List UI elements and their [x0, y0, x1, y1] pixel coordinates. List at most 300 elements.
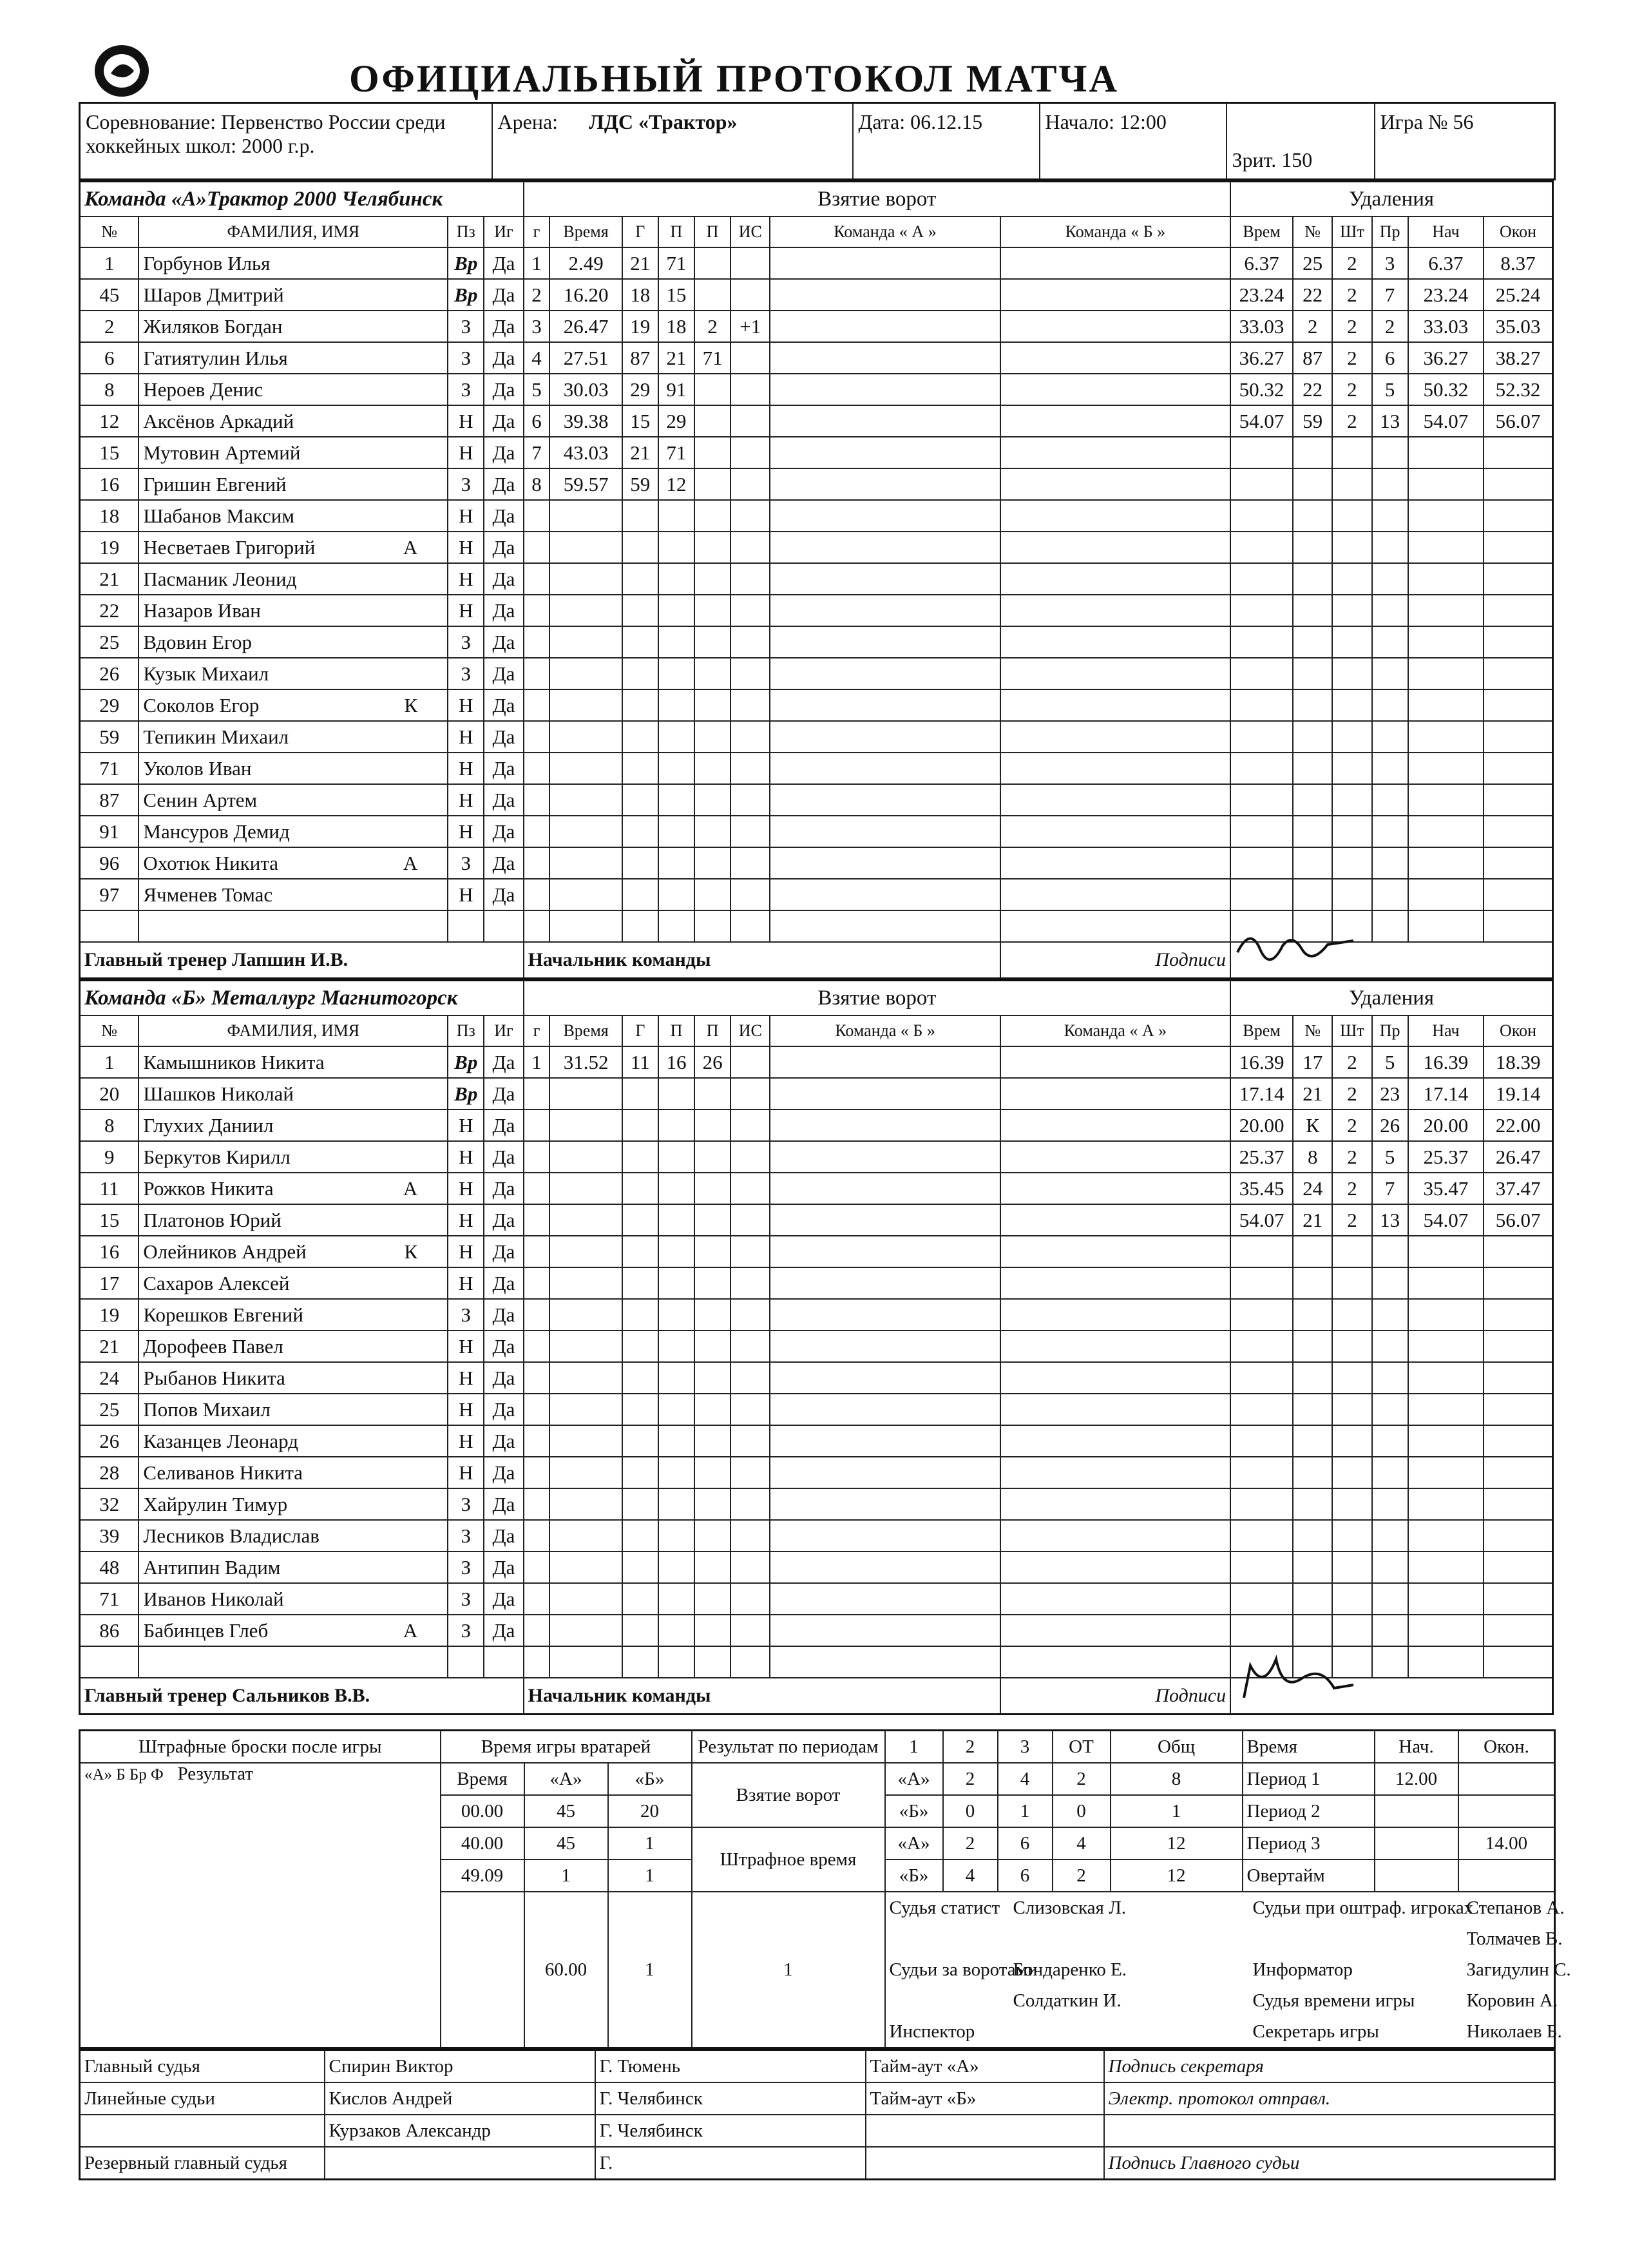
penalty-minutes: 2 — [1332, 1110, 1371, 1141]
goal-assist-1 — [658, 1425, 694, 1457]
player-position: Н — [448, 405, 484, 437]
penalty-reason — [1372, 784, 1408, 816]
team-b-section — [79, 979, 1554, 1715]
goal-time: 39.38 — [549, 405, 622, 437]
player-position: Вр — [448, 1046, 484, 1078]
official-role: Секретарь игры — [1252, 2021, 1379, 2042]
player-position: Вр — [448, 279, 484, 311]
goal-time — [549, 1331, 622, 1362]
penalty-minutes — [1332, 847, 1371, 879]
penalty-time — [1230, 753, 1293, 784]
player-name: Шашков Николай — [138, 1078, 448, 1110]
goal-index — [524, 1236, 550, 1267]
penalty-time — [1230, 595, 1293, 626]
goal-index — [524, 689, 550, 721]
penalty-time: 54.07 — [1230, 1204, 1293, 1236]
goal-index — [524, 1425, 550, 1457]
table-row — [80, 1394, 1553, 1425]
penalty-reason — [1372, 1362, 1408, 1394]
player-played: Да — [484, 247, 523, 279]
penalty-time — [1230, 532, 1293, 563]
penalty-time: 50.32 — [1230, 374, 1293, 405]
penalty-reason: 3 — [1372, 247, 1408, 279]
table-row — [80, 1110, 1553, 1141]
goal-assist-2 — [694, 1267, 730, 1299]
player-played: Да — [484, 847, 523, 879]
strength-b — [1000, 879, 1230, 910]
goal-assist-2 — [694, 1173, 730, 1204]
goal-assist-2 — [694, 1457, 730, 1488]
player-number: 97 — [80, 879, 139, 910]
goal-index — [524, 1615, 550, 1646]
penalty-end — [1484, 595, 1552, 626]
penalty-player: 24 — [1293, 1173, 1332, 1204]
penalty-time: 54.07 — [1230, 405, 1293, 437]
goal-assist-1 — [658, 626, 694, 658]
player-position: Н — [448, 721, 484, 753]
official-role — [1249, 1923, 1463, 1954]
goal-assist-2 — [694, 753, 730, 784]
official-name: Слизовская Л. — [1013, 1897, 1127, 1918]
goal-scorer — [622, 879, 658, 910]
penalty-minutes: 2 — [1332, 1173, 1371, 1204]
team-a-head-coach: Главный тренер Лапшин И.В. — [80, 942, 524, 979]
penalty-end — [1484, 1552, 1552, 1583]
captain-mark: А — [403, 1619, 418, 1642]
goal-time — [549, 816, 622, 847]
official-row — [886, 2016, 1632, 2047]
penalty-minutes — [1332, 816, 1371, 847]
penalty-player — [1293, 847, 1332, 879]
goal-assist-1: 15 — [658, 279, 694, 311]
player-position: Н — [448, 784, 484, 816]
goal-scorer: 87 — [622, 342, 658, 374]
goal-situation — [730, 1362, 770, 1394]
goal-index — [524, 1110, 550, 1141]
player-played: Да — [484, 437, 523, 468]
goal-index — [524, 1078, 550, 1110]
penalty-time — [1230, 847, 1293, 879]
penalty-time — [1230, 437, 1293, 468]
goal-assist-2 — [694, 879, 730, 910]
penalty-end: 19.14 — [1484, 1078, 1552, 1110]
penalty-reason — [1372, 658, 1408, 689]
penalty-minutes — [1332, 1425, 1371, 1457]
table-row — [80, 532, 1553, 563]
team-b-penalties-title: Удаления — [1230, 981, 1552, 1016]
strength-b — [1000, 1520, 1230, 1552]
penalty-end — [1484, 1362, 1552, 1394]
penalty-player: 21 — [1293, 1204, 1332, 1236]
player-number: 1 — [80, 247, 139, 279]
player-played: Да — [484, 689, 523, 721]
strength-b — [1000, 910, 1230, 942]
strength-a — [770, 879, 1000, 910]
strength-b — [1000, 563, 1230, 595]
penalty-end — [1484, 1520, 1552, 1552]
goal-time — [549, 1520, 622, 1552]
table-row — [80, 1299, 1553, 1331]
goal-assist-2 — [694, 563, 730, 595]
player-number: 24 — [80, 1362, 139, 1394]
goal-scorer — [622, 1457, 658, 1488]
start-time: Начало: 12:00 — [1040, 103, 1227, 180]
penalty-player — [1293, 1394, 1332, 1425]
player-number: 21 — [80, 1331, 139, 1362]
penalty-start: 6.37 — [1408, 247, 1484, 279]
goal-assist-1 — [658, 532, 694, 563]
penalty-time — [1230, 1394, 1293, 1425]
penalty-minutes: 2 — [1332, 247, 1371, 279]
goal-assist-2 — [694, 279, 730, 311]
penalty-start — [1408, 1457, 1484, 1488]
goal-situation — [730, 1141, 770, 1173]
player-number: 32 — [80, 1488, 139, 1520]
goal-assist-2 — [694, 626, 730, 658]
goal-situation — [730, 374, 770, 405]
strength-a — [770, 532, 1000, 563]
player-name: Корешков Евгений — [138, 1299, 448, 1331]
strength-a — [770, 1488, 1000, 1520]
official-row — [886, 1954, 1632, 1985]
player-name — [138, 1646, 448, 1678]
goal-time — [549, 1267, 622, 1299]
goal-time — [549, 1552, 622, 1583]
goal-assist-1 — [658, 816, 694, 847]
penalty-reason: 13 — [1372, 405, 1408, 437]
league-logo-icon — [86, 37, 157, 102]
goal-scorer — [622, 1394, 658, 1425]
strength-a — [770, 1362, 1000, 1394]
player-position: Н — [448, 1204, 484, 1236]
goal-index — [524, 658, 550, 689]
captain-mark: К — [404, 693, 418, 716]
goal-index — [524, 910, 550, 942]
penalty-reason: 7 — [1372, 1173, 1408, 1204]
penalty-minutes — [1332, 437, 1371, 468]
player-number: 8 — [80, 1110, 139, 1141]
official-name: Загидулин С. — [1466, 1959, 1571, 1980]
penalty-player — [1293, 689, 1332, 721]
penalty-start — [1408, 1331, 1484, 1362]
player-position: Н — [448, 1362, 484, 1394]
strength-b — [1000, 1457, 1230, 1488]
player-position: З — [448, 1299, 484, 1331]
player-number: 1 — [80, 1046, 139, 1078]
player-name: Лесников Владислав — [138, 1520, 448, 1552]
player-position: З — [448, 468, 484, 500]
player-name: Рожков Никита А — [138, 1173, 448, 1204]
penalty-minutes — [1332, 1457, 1371, 1488]
team-a-signature-label: Подписи — [1000, 942, 1230, 979]
shootout-table: «А» Б Бр Ф Результат — [80, 1763, 441, 2048]
player-position: Н — [448, 1425, 484, 1457]
goal-situation — [730, 879, 770, 910]
goal-time — [549, 563, 622, 595]
penalty-minutes: 2 — [1332, 342, 1371, 374]
penalty-start — [1408, 753, 1484, 784]
strength-b — [1000, 500, 1230, 532]
referees-section — [79, 2049, 1556, 2180]
penalty-start: 36.27 — [1408, 342, 1484, 374]
player-played: Да — [484, 1362, 523, 1394]
team-b-roster — [80, 1046, 1553, 1678]
player-position: Н — [448, 437, 484, 468]
official-role: Судьи при оштраф. игроках — [1252, 1897, 1474, 1918]
strength-a — [770, 374, 1000, 405]
goal-assist-1 — [658, 595, 694, 626]
table-row — [80, 279, 1553, 311]
penalty-minutes — [1332, 721, 1371, 753]
goal-time — [549, 753, 622, 784]
penalty-time — [1230, 1331, 1293, 1362]
player-name: Сенин Артем — [138, 784, 448, 816]
penalty-minutes: 2 — [1332, 405, 1371, 437]
goal-assist-1 — [658, 1078, 694, 1110]
goal-time — [549, 1488, 622, 1520]
penalty-reason — [1372, 500, 1408, 532]
goal-situation — [730, 1236, 770, 1267]
goal-assist-1 — [658, 1299, 694, 1331]
penalty-reason — [1372, 721, 1408, 753]
penalty-player — [1293, 468, 1332, 500]
team-b-name: Команда «Б» Металлург Магнитогорск — [80, 981, 524, 1016]
goal-assist-2 — [694, 1110, 730, 1141]
penalty-minutes: 2 — [1332, 1078, 1371, 1110]
goal-assist-1: 18 — [658, 311, 694, 342]
penalty-player — [1293, 1236, 1332, 1267]
penalty-player — [1293, 1362, 1332, 1394]
player-name: Уколов Иван — [138, 753, 448, 784]
summary-section: Штрафные броски после игры Время игры вратарей Результат по периодам 1 2 3 ОТ Общ Время Нач. Окон. «А» Б Бр Ф Результат Время «А» «Б» Взятие ворот «А» 2 4 2 8 Период 1 12.00 00.00 45 20 «Б» 0 1 0 1 Период 2 40.00 45 1 Штрафное время «А» 2 6 4 12 Период 3 14.00 49.09 1 1 «Б» 4 6 2 12 Овертайм 60.00 1 1 Судья статист Слизовская Л. Судьи при оштраф. игроках Степанов А. Толмачев В. Судьи за воротами Бондаренко Е. Информатор Загидулин С. Солдаткин И. Судья времени игры Коровин А. Инспектор Секретарь игры Николаев Б. — [79, 1729, 1556, 2049]
goal-assist-2 — [694, 1583, 730, 1615]
goal-situation — [730, 1331, 770, 1362]
penalty-player — [1293, 1615, 1332, 1646]
goal-assist-2 — [694, 721, 730, 753]
penalty-end — [1484, 721, 1552, 753]
penalty-end — [1484, 1394, 1552, 1425]
goal-assist-2 — [694, 1362, 730, 1394]
penalty-end — [1484, 1457, 1552, 1488]
player-played: Да — [484, 1394, 523, 1425]
goal-index — [524, 1583, 550, 1615]
strength-a — [770, 1173, 1000, 1204]
arena: Арена: ЛДС «Трактор» — [492, 103, 853, 180]
goal-assist-1: 21 — [658, 342, 694, 374]
penalty-time — [1230, 721, 1293, 753]
penalty-reason — [1372, 1646, 1408, 1678]
penalty-start — [1408, 1615, 1484, 1646]
strength-a — [770, 247, 1000, 279]
goal-scorer — [622, 1204, 658, 1236]
penalty-reason — [1372, 1615, 1408, 1646]
penalty-reason: 5 — [1372, 1046, 1408, 1078]
goal-scorer: 21 — [622, 247, 658, 279]
strength-b — [1000, 1425, 1230, 1457]
strength-b — [1000, 405, 1230, 437]
player-position: Вр — [448, 1078, 484, 1110]
goal-assist-1 — [658, 1267, 694, 1299]
referee-name: Курзаков Александр — [325, 2115, 595, 2147]
goal-index — [524, 1141, 550, 1173]
penalty-minutes: 2 — [1332, 374, 1371, 405]
goal-scorer: 15 — [622, 405, 658, 437]
penalty-player: 8 — [1293, 1141, 1332, 1173]
strength-a — [770, 563, 1000, 595]
penalty-reason — [1372, 532, 1408, 563]
penalty-minutes — [1332, 626, 1371, 658]
player-position: З — [448, 311, 484, 342]
goal-assist-2 — [694, 1425, 730, 1457]
goal-situation — [730, 1488, 770, 1520]
penalty-time — [1230, 784, 1293, 816]
player-number: 15 — [80, 1204, 139, 1236]
strength-b — [1000, 247, 1230, 279]
table-row — [80, 1267, 1553, 1299]
penalty-time — [1230, 1299, 1293, 1331]
player-number: 39 — [80, 1520, 139, 1552]
penalty-reason — [1372, 1425, 1408, 1457]
penalty-start: 50.32 — [1408, 374, 1484, 405]
strength-b — [1000, 784, 1230, 816]
goal-index — [524, 721, 550, 753]
goal-situation — [730, 1552, 770, 1583]
goal-assist-2 — [694, 247, 730, 279]
player-played: Да — [484, 658, 523, 689]
player-position: З — [448, 658, 484, 689]
strength-b — [1000, 1173, 1230, 1204]
goal-index — [524, 784, 550, 816]
player-position: З — [448, 374, 484, 405]
penalty-player — [1293, 721, 1332, 753]
goal-time — [549, 532, 622, 563]
goal-assist-2 — [694, 1078, 730, 1110]
strength-a — [770, 1615, 1000, 1646]
player-played: Да — [484, 311, 523, 342]
timeout — [866, 2115, 1104, 2147]
goal-time — [549, 784, 622, 816]
penalty-time — [1230, 468, 1293, 500]
player-played: Да — [484, 1236, 523, 1267]
player-name: Олейников Андрей К — [138, 1236, 448, 1267]
penalty-reason — [1372, 879, 1408, 910]
table-row — [80, 405, 1553, 437]
table-row — [80, 847, 1553, 879]
periods-title: Результат по периодам — [692, 1731, 885, 1763]
goal-scorer — [622, 1615, 658, 1646]
penalty-time — [1230, 1425, 1293, 1457]
match-info — [79, 102, 1556, 180]
player-number: 25 — [80, 626, 139, 658]
player-name: Мансуров Демид — [138, 816, 448, 847]
penalty-minutes — [1332, 1299, 1371, 1331]
goal-assist-1 — [658, 1457, 694, 1488]
penalty-player — [1293, 1299, 1332, 1331]
penalty-end: 22.00 — [1484, 1110, 1552, 1141]
table-row — [80, 1173, 1553, 1204]
table-row — [80, 1520, 1553, 1552]
goal-index — [524, 753, 550, 784]
strength-b — [1000, 1110, 1230, 1141]
goal-scorer — [622, 595, 658, 626]
player-number: 87 — [80, 784, 139, 816]
table-row — [80, 721, 1553, 753]
goal-assist-1: 71 — [658, 247, 694, 279]
penalty-minutes — [1332, 1615, 1371, 1646]
goal-scorer — [622, 689, 658, 721]
strength-b — [1000, 437, 1230, 468]
penalty-end — [1484, 1488, 1552, 1520]
goal-situation — [730, 626, 770, 658]
player-number: 26 — [80, 658, 139, 689]
penalty-minutes — [1332, 468, 1371, 500]
goal-assist-1 — [658, 1520, 694, 1552]
penalty-minutes — [1332, 1267, 1371, 1299]
goal-time — [549, 1173, 622, 1204]
goal-situation — [730, 1299, 770, 1331]
table-row — [80, 1457, 1553, 1488]
penalty-reason — [1372, 1583, 1408, 1615]
goal-situation — [730, 595, 770, 626]
player-number: 16 — [80, 1236, 139, 1267]
player-played: Да — [484, 784, 523, 816]
goal-scorer: 11 — [622, 1046, 658, 1078]
table-row — [80, 658, 1553, 689]
goal-scorer — [622, 1331, 658, 1362]
player-number — [80, 910, 139, 942]
player-played: Да — [484, 1488, 523, 1520]
strength-a — [770, 626, 1000, 658]
penalty-start — [1408, 1552, 1484, 1583]
strength-a — [770, 1425, 1000, 1457]
goal-index — [524, 879, 550, 910]
player-name: Мутовин Артемий — [138, 437, 448, 468]
goal-assist-2 — [694, 816, 730, 847]
player-played: Да — [484, 532, 523, 563]
player-number: 71 — [80, 1583, 139, 1615]
goal-time: 59.57 — [549, 468, 622, 500]
penalty-reason — [1372, 1267, 1408, 1299]
player-number: 25 — [80, 1394, 139, 1425]
strength-a — [770, 1204, 1000, 1236]
penalty-minutes — [1332, 563, 1371, 595]
strength-b — [1000, 342, 1230, 374]
penalty-player — [1293, 1552, 1332, 1583]
goal-situation — [730, 1267, 770, 1299]
player-number: 26 — [80, 1425, 139, 1457]
goal-situation — [730, 847, 770, 879]
referee-row — [80, 2050, 1555, 2083]
goal-assist-1 — [658, 721, 694, 753]
strength-a — [770, 342, 1000, 374]
player-number: 28 — [80, 1457, 139, 1488]
official-role: Информатор — [1252, 1959, 1353, 1980]
goal-assist-1 — [658, 753, 694, 784]
player-position: З — [448, 847, 484, 879]
penalty-minutes — [1332, 1394, 1371, 1425]
team-b-column-headers: № ФАМИЛИЯ, ИМЯ Пз Иг г Время Г П П ИС Команда « Б » Команда « А » Врем № Шт Пр Нач Окон — [80, 1015, 1553, 1046]
player-played: Да — [484, 1204, 523, 1236]
player-number: 18 — [80, 500, 139, 532]
goal-assist-1 — [658, 500, 694, 532]
table-row — [80, 1488, 1553, 1520]
timeout — [866, 2147, 1104, 2180]
team-a-column-headers: № ФАМИЛИЯ, ИМЯ Пз Иг г Время Г П П ИС Команда « А » Команда « Б » Врем № Шт Пр Нач Окон — [80, 216, 1553, 247]
goal-time — [549, 879, 622, 910]
player-played: Да — [484, 879, 523, 910]
goal-index — [524, 1552, 550, 1583]
player-number: 2 — [80, 311, 139, 342]
